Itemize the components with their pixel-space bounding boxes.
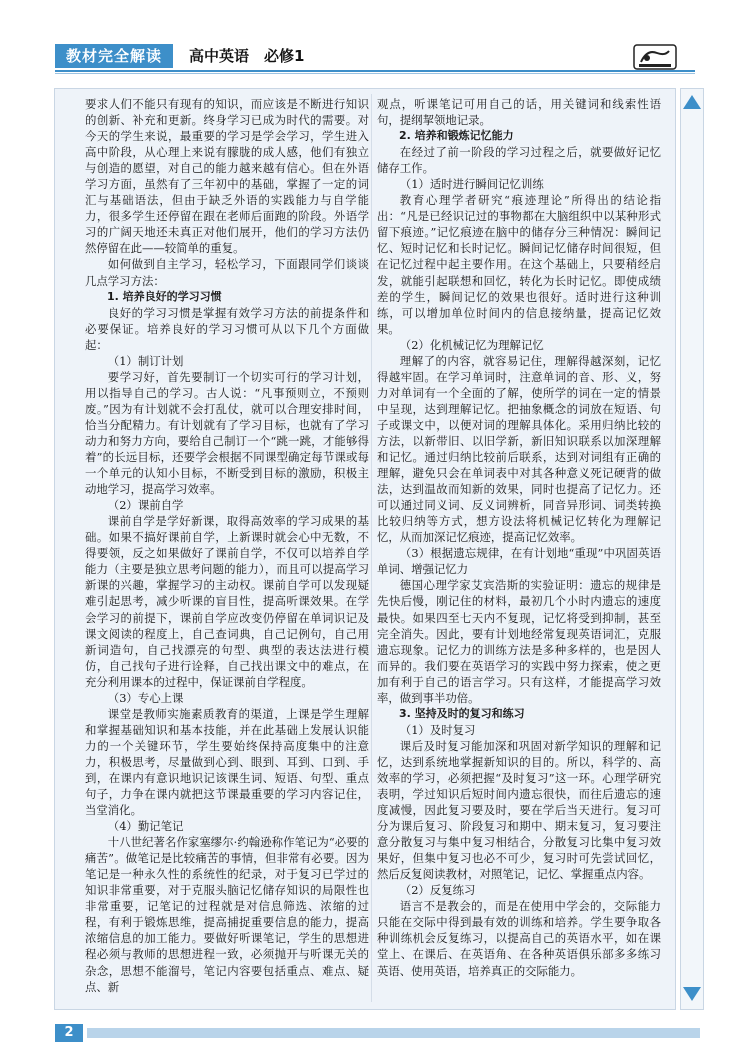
- subsection-heading: （1）制订计划: [107, 353, 184, 368]
- paragraph: 德国心理学家艾宾浩斯的实验证明：遗忘的规律是先快后慢，刚记住的材料，最初几个小时内遗忘的速度最快。如果四至七天内不复现，记忆将受到抑制，甚至完全消失。因此，要有计划地经常复现英语词汇，克服遗忘现象。记忆力的训练方法是多种多样的，也是因人而异的。我们要在英语学习的实践中努力探索，使之更加有利于自己的语言学习。只有这样，才能提高学习效率，做到事半功倍。: [377, 578, 661, 705]
- series-tag: 教材完全解读: [55, 44, 173, 68]
- paragraph: 语言不是教会的，而是在使用中学会的，交际能力只能在交际中得到最有效的训练和培养。学生要争取各种训练机会反复练习，以提高自己的英语水平，如在课堂上、在课后、在英语角、在各种英语俱乐部多多练习英语、使用英语，培养真正的交际能力。: [377, 899, 661, 978]
- paragraph: 十八世纪著名作家塞缪尔·约翰逊称作笔记为“必要的痛苦”。做笔记是比较痛苦的事情，但非常有必要。因为笔记是一种永久性的系统性的纪录，对于复习已学过的知识非常重要，对于克服头脑记忆储存知识的局限性也非常重要，记笔记的过程就是对信息筛选、浓缩的过程，有利于锻炼思维，提高捕捉重要信息的能力，提高浓缩信息的加工能力。要做好听课笔记，学生的思想进程必须与教师的思想进程一致，必须抛开与听课无关的杂念，思想不能溜号，笔记内容要包括重点、难点、疑点、新: [85, 835, 369, 994]
- subsection-heading: （1）及时复习: [399, 722, 476, 737]
- column-divider: [371, 94, 372, 1002]
- scroll-down-arrow-icon[interactable]: [683, 987, 701, 1001]
- scroll-up-arrow-icon[interactable]: [683, 95, 701, 109]
- paragraph: 课堂是教师实施素质教育的渠道，上课是学生理解和掌握基础知识和基本技能，并在此基础上发展认识能力的一个关键环节，学生要始终保持高度集中的注意力，积极思考，尽量做到心到、眼到、耳到、口到、手到，在课内有意识地识记该课生词、短语、句型、重点句子，力争在课内就把这节课最重要的学习内容记住，当堂消化。: [85, 706, 369, 818]
- paragraph: 教育心理学者研究“痕迹理论”所得出的结论指出：“凡是已经识记过的事物都在大脑组织中以某种形式留下痕迹。”记忆痕迹在脑中的储存分三种情况：瞬间记忆、短时记忆和长时记忆。瞬间记忆储存时间很短，但在记忆过程中起主要作用。在这个基础上，只要稍经启发，就能引起联想和回忆，转化为长时记忆。即使成绩差的学生，瞬间记忆的效果也很好。适时进行这种训练，可以增加单位时间内的信息接纳量，提高记忆效果。: [377, 193, 661, 336]
- paragraph: 如何做到自主学习，轻松学习，下面跟同学们谈谈几点学习方法：: [85, 257, 369, 288]
- section-heading: 3. 坚持及时的复习和练习: [399, 706, 525, 720]
- paragraph: 要求人们不能只有现有的知识，而应该是不断进行知识的创新、补充和更新。终身学习已成为时代的需要。对今天的学生来说，最重要的学习是学会学习，学生进入高中阶段，从心理上来说有朦胧的成人感，他们有独立与创造的愿望，对自己的能力越来越有信心。但在外语学习方面，虽然有了三年初中的基础，掌握了一定的词汇与基础语法，但由于缺乏外语的实践能力与自学能力，很多学生还停留在跟在老师后面跑的阶段。外语学习的广阔天地还未真正对他们展开，他们的学习方法仍然停留在此——较简单的重复。: [85, 97, 369, 256]
- page-header: [55, 44, 680, 68]
- paragraph: 良好的学习习惯是掌握有效学习方法的前提条件和必要保证。培养良好的学习习惯可从以下几个方面做起：: [85, 305, 369, 352]
- header-rule-thin: [55, 73, 695, 74]
- page-footer: [55, 1024, 700, 1042]
- subsection-heading: （4）勤记笔记: [107, 819, 184, 834]
- paragraph: 课前自学是学好新课，取得高效率的学习成果的基础。如果不搞好课前自学，上新课时就会心中无数，不得要领，反之如果做好了课前自学，不仅可以培养自学能力（主要是独立思考问题的能力），而且可以提高学习新课的兴趣，掌握学习的主动权。课前自学可以发现疑难引起思考，减少听课的盲目性，提高听课效果。在学会学习的前提下，课前自学应改变仍停留在单词识记及课文阅读的程度上，自己查词典，自己记例句，自己用新词造句，自己找漂亮的句型、典型的表达法进行模仿，自己找句子进行诠释，自己找出课文中的难点，在充分利用课本的过程中，保证课前自学程度。: [85, 514, 369, 689]
- footer-bar: [87, 1028, 700, 1038]
- paragraph: 要学习好，首先要制订一个切实可行的学习计划，用以指导自己的学习。古人说：“凡事预则立，不预则废。”因为有计划就不会打乱仗，就可以合理安排时间，恰当分配精力。有计划就有了学习目标，也就有了学习动力和努力方向，要给自己制订一个“跳一跳，才能够得着”的长远目标，还要学会根据不同课型确定每节课或每一个单元的认知小目标，不断受到目标的激励，积极主动地学习，提高学习效率。: [85, 369, 369, 497]
- header-rule: [55, 70, 695, 72]
- paragraph: 课后及时复习能加深和巩固对新学知识的理解和记忆，达到系统地掌握新知识的目的。所以，科学的、高效率的学习，必须把握“及时复习”这一环。心理学研究表明，学过知识后短时间内遗忘很快，而往后遗忘的速度减慢，因此复习要及时，要在学后当天进行。复习可分为课后复习、阶段复习和期中、期末复习，复习要注意分散复习与集中复习相结合，分散复习比集中复习效果好，但集中复习也必不可少，复习时可先尝试回忆，然后反复阅读教材，对照笔记，记忆、掌握重点内容。: [377, 738, 661, 882]
- right-text-column: [377, 96, 661, 979]
- subsection-heading: （3）专心上课: [107, 690, 184, 705]
- paragraph: 观点，听课笔记可用自己的话，用关键词和线索性语句，提纲挈领地记录。: [377, 97, 661, 128]
- publisher-logo-icon: [633, 44, 677, 70]
- paragraph: 在经过了前一阶段的学习过程之后，就要做好记忆储存工作。: [377, 145, 661, 176]
- scrollbar[interactable]: [680, 88, 704, 1010]
- subsection-heading: （2）反复练习: [399, 883, 476, 898]
- section-heading: 1. 培养良好的学习习惯: [107, 289, 222, 303]
- subsection-heading: （2）化机械记忆为理解记忆: [399, 337, 544, 352]
- subsection-heading: （1）适时进行瞬间记忆训练: [399, 177, 544, 192]
- left-text-column: [85, 96, 369, 995]
- section-heading: 2. 培养和锻炼记忆能力: [399, 129, 514, 143]
- page-number: 2: [55, 1024, 83, 1042]
- paragraph: 理解了的内容，就容易记住，理解得越深刻，记忆得越牢固。在学习单词时，注意单词的音、形、义，努力对单词有一个全面的了解，使所学的词在一定的情景中呈现，达到理解记忆。把抽象概念的词放在短语、句子或课文中，以便对词的理解具体化。采用归纳比较的方法，以新带旧、以旧学新，新旧知识联系以加深理解和记忆。通过归纳比较前后联系，达到对词组有正确的理解，避免只会在单词表中对其各种意义死记硬背的做法，达到温故而知新的效果，同时也提高了记忆力。还可以通过同义词、反义词辨析，同音异形词、词类转换比较归纳等方式，想方设法将机械记忆转化为理解记忆，从而加深记忆痕迹，提高记忆效率。: [377, 353, 661, 545]
- subsection-heading: （2）课前自学: [107, 498, 184, 513]
- subsection-heading: （3）根据遗忘规律，在有计划地“重现”中巩固英语单词、增强记忆力: [377, 546, 661, 577]
- book-title: 高中英语 必修1: [189, 47, 305, 65]
